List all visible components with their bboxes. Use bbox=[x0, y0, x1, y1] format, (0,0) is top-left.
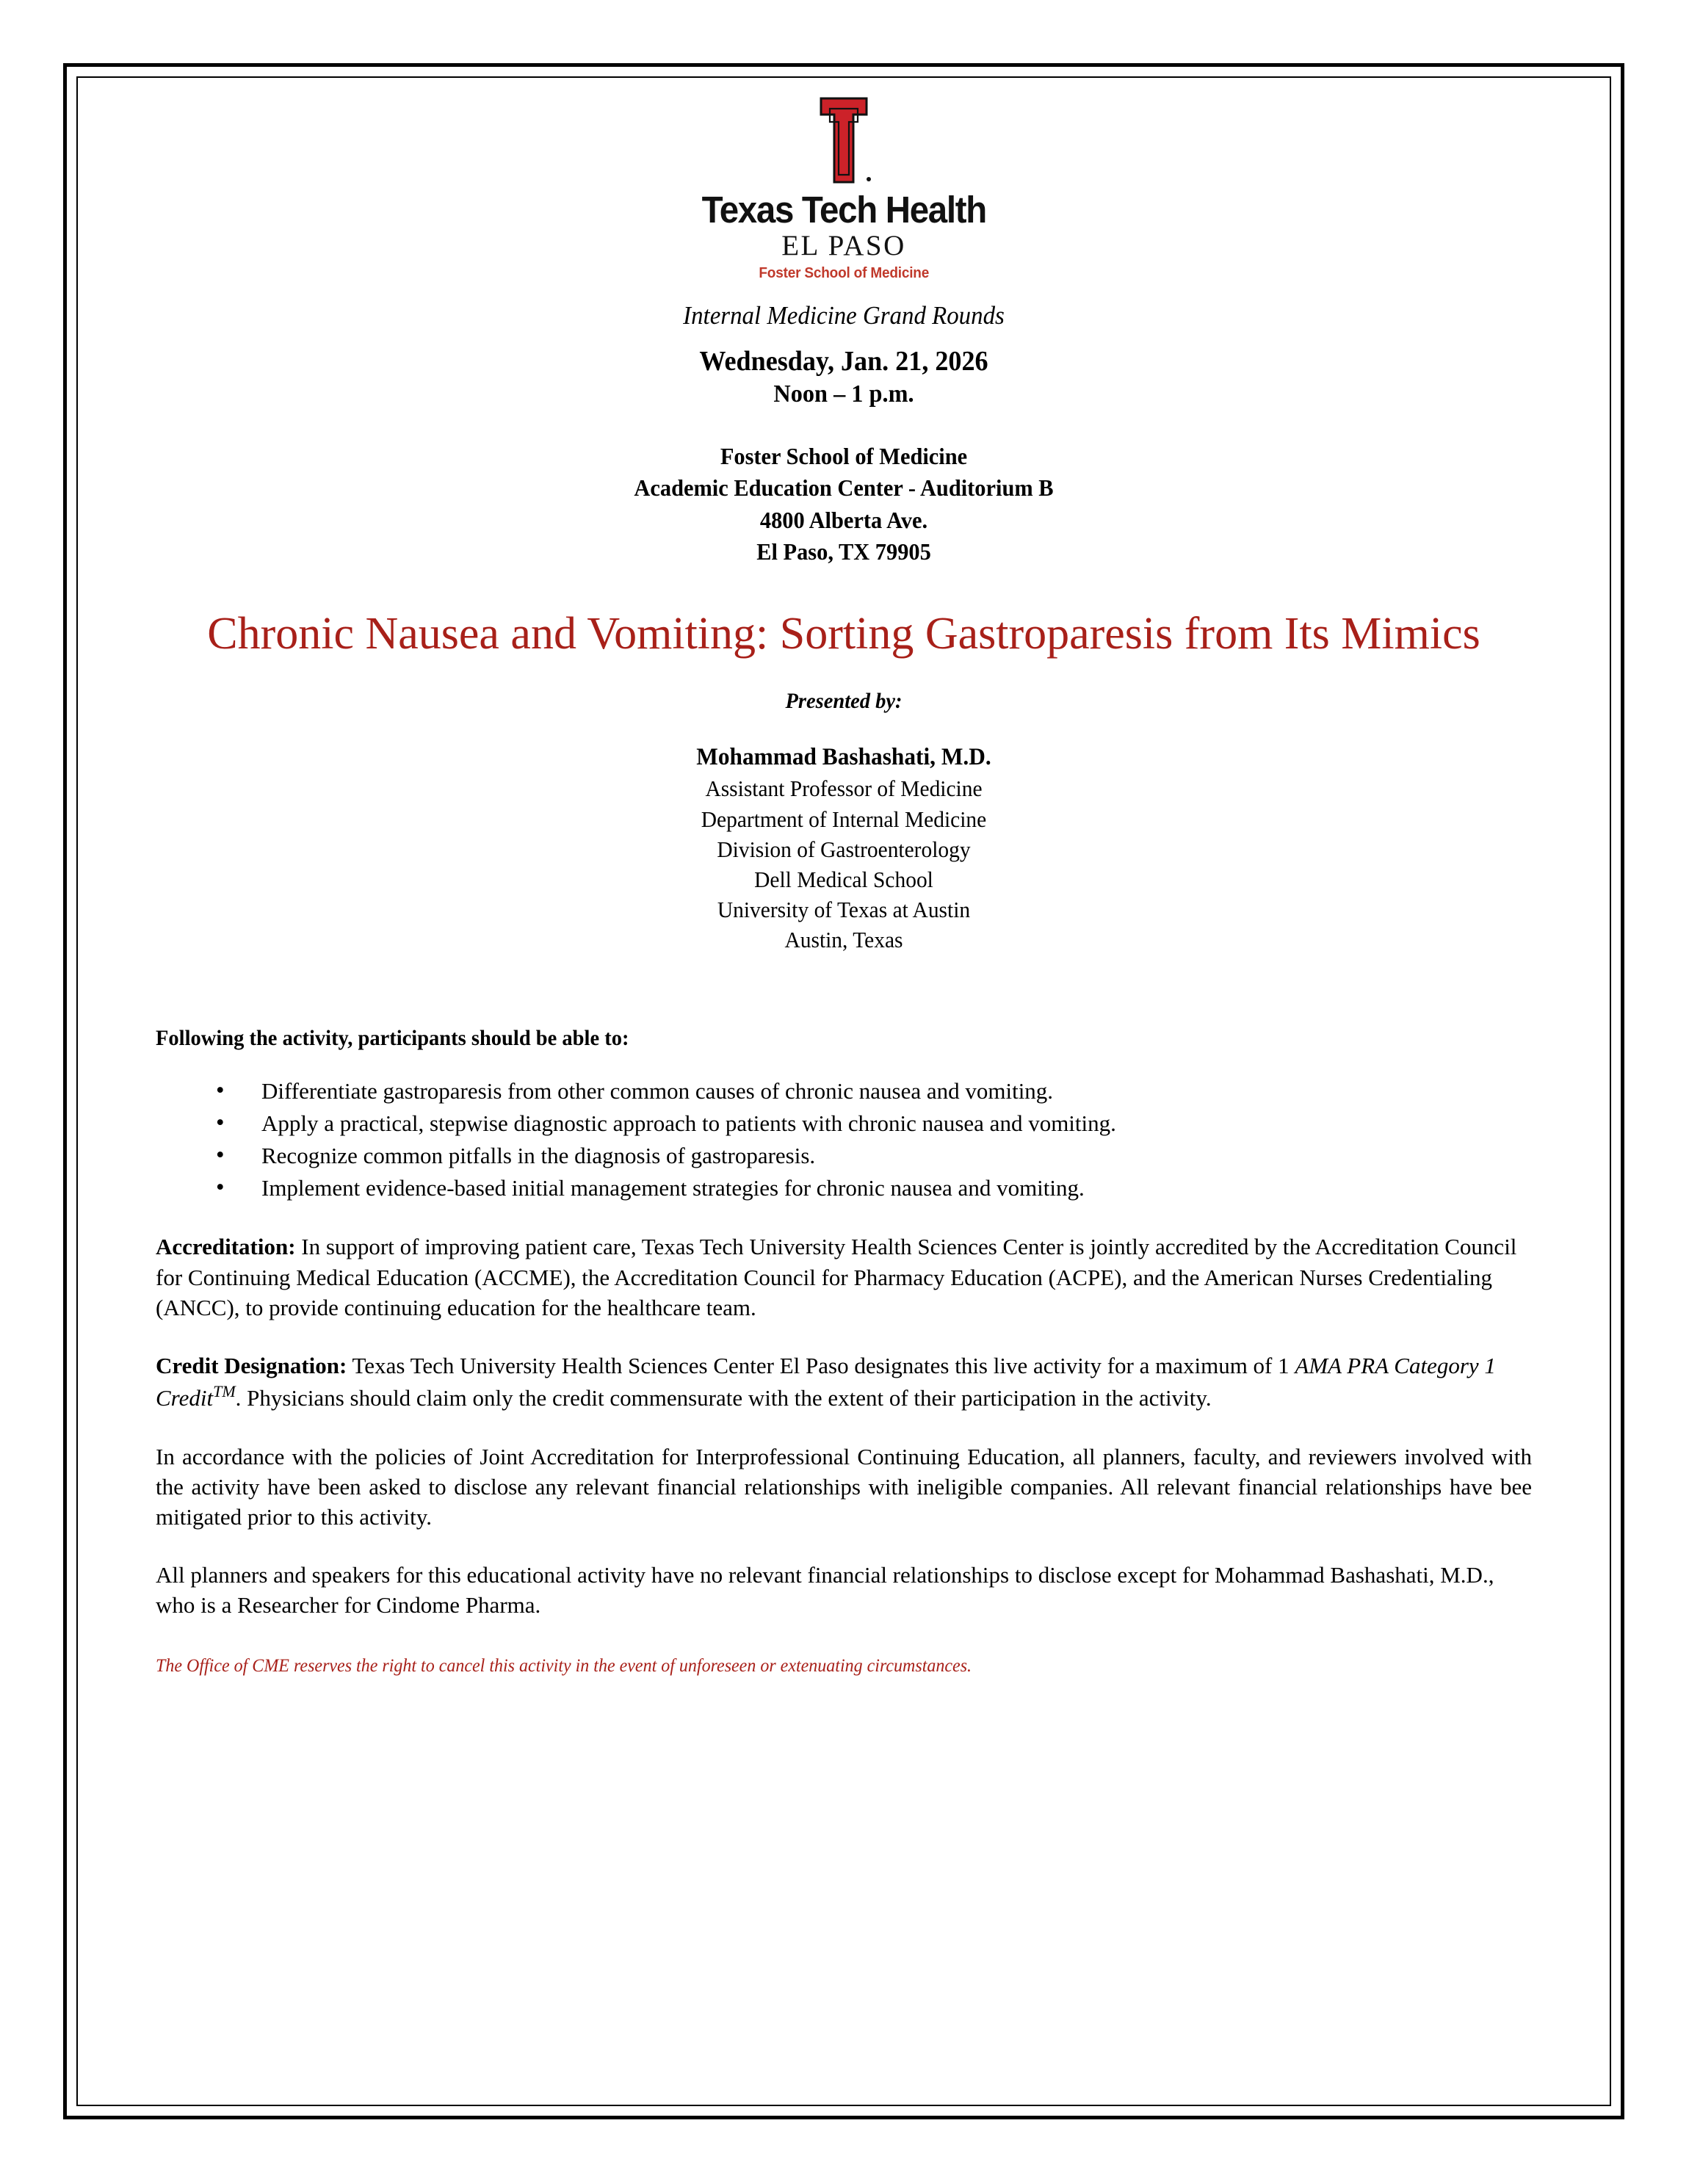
credit-designation-label: Credit Designation: bbox=[156, 1352, 347, 1378]
event-venue bbox=[115, 441, 1573, 568]
double-t-logo-icon bbox=[815, 93, 872, 188]
credit-designation-credit-name: AMA PRA Category 1 Credit bbox=[156, 1352, 1496, 1411]
logo-wordmark: Texas Tech Health bbox=[701, 189, 986, 231]
objectives-heading: Following the activity, participants should be able to: bbox=[156, 1025, 629, 1050]
event-time: Noon – 1 p.m. bbox=[773, 380, 914, 408]
list-item: • Recognize common pitfalls in the diagnosis of gastroparesis. bbox=[216, 1140, 1532, 1171]
cancellation-disclaimer: The Office of CME reserves the right to cancel this activity in the event of unforeseen or extenuating circumstances. bbox=[156, 1655, 972, 1676]
talk-title: Chronic Nausea and Vomiting: Sorting Gastroparesis from Its Mimics bbox=[207, 609, 1480, 659]
list-item: • Implement evidence-based initial management strategies for chronic nausea and vomiting. bbox=[216, 1173, 1532, 1204]
disclosure-statement-paragraph: All planners and speakers for this educational activity have no relevant financial relationships to disclose except for Mohammad Bashashati, M.D., who is a Researcher for Cindome Pharma. bbox=[156, 1562, 1494, 1619]
series-name: Internal Medicine Grand Rounds bbox=[683, 300, 1005, 330]
institution-logo bbox=[76, 76, 1611, 281]
flyer-content bbox=[76, 76, 1611, 2106]
credit-designation-text-before: Texas Tech University Health Sciences Center El Paso designates this live activity for a maximum of 1 bbox=[347, 1352, 1295, 1378]
presented-by-label: Presented by: bbox=[785, 689, 903, 714]
disclosure-policy-paragraph: In accordance with the policies of Joint Accreditation for Interprofessional Continuing Education, all planners, faculty, and reviewers involved with the activity have been asked to disclose any relevant financial relationships with ineligible companies. All relevant financial relationships have bee mitigated prior to this activity. bbox=[156, 1443, 1532, 1530]
logo-city: EL PASO bbox=[781, 230, 906, 262]
venue-line-2: Academic Education Center - Auditorium B bbox=[634, 474, 1054, 502]
speaker-affiliation-3: Division of Gastroenterology bbox=[717, 836, 971, 862]
trademark-symbol: TM bbox=[213, 1382, 236, 1401]
accreditation-label: Accreditation: bbox=[156, 1234, 296, 1260]
speaker-affiliation-6: Austin, Texas bbox=[784, 927, 903, 953]
accreditation-text: In support of improving patient care, Texas Tech University Health Sciences Center is jointly accredited by the Accreditation Council for Continuing Medical Education (ACCME), the Accreditation Council for Pharmacy Education (ACPE), and the American Nurses Credentialing (ANCC), to provide continuing education for the healthcare team. bbox=[156, 1234, 1517, 1320]
objectives-list bbox=[156, 1076, 1532, 1204]
venue-line-3: 4800 Alberta Ave. bbox=[759, 506, 928, 533]
speaker-affiliation-1: Assistant Professor of Medicine bbox=[705, 775, 983, 802]
list-item: • Differentiate gastroparesis from other common causes of chronic nausea and vomiting. bbox=[216, 1076, 1532, 1107]
speaker-affiliation-2: Department of Internal Medicine bbox=[701, 806, 987, 832]
accreditation-paragraph bbox=[156, 1232, 1532, 1323]
event-date: Wednesday, Jan. 21, 2026 bbox=[699, 346, 988, 377]
event-header bbox=[76, 300, 1611, 568]
logo-school-name: Foster School of Medicine bbox=[759, 264, 929, 281]
body-area bbox=[156, 1026, 1532, 1678]
speaker-name: Mohammad Bashashati, M.D. bbox=[696, 744, 991, 771]
speaker-affiliation-5: University of Texas at Austin bbox=[717, 897, 971, 923]
credit-designation-paragraph bbox=[156, 1350, 1532, 1414]
speaker-affiliation-4: Dell Medical School bbox=[754, 867, 933, 893]
presenter-block bbox=[76, 689, 1611, 955]
list-item: • Apply a practical, stepwise diagnostic approach to patients with chronic nausea and vomiting. bbox=[216, 1108, 1532, 1139]
venue-line-4: El Paso, TX 79905 bbox=[756, 538, 931, 565]
credit-designation-text-after: . Physicians should claim only the credit commensurate with the extent of their participation in the activity. bbox=[235, 1385, 1212, 1411]
venue-line-1: Foster School of Medicine bbox=[720, 443, 968, 470]
